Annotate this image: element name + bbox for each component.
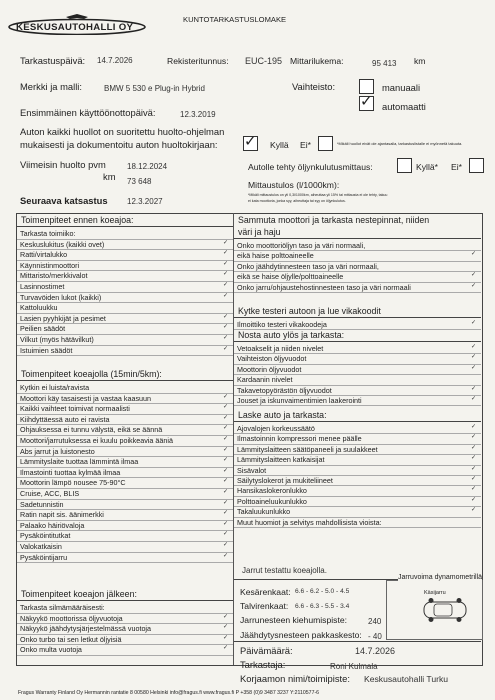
checklist-item: eikä se haise öljylle/polttoaineelle <box>237 272 344 282</box>
section-title: Toimenpiteet koeajolla (15min/5km): <box>21 369 162 379</box>
service-no-label: Ei* <box>300 140 311 150</box>
check-mark: ✓ <box>223 510 229 517</box>
oil-result-label: Mittaustulos (l/1000km): <box>248 180 340 190</box>
checklist-item: Pysäköintijarru <box>20 552 68 562</box>
km-label: km <box>103 171 116 182</box>
checklist-item: Käynnistinmoottori <box>20 260 80 270</box>
boil-label: Jarrunesteen kiehumispiste: <box>240 615 347 625</box>
boil-value: 240 <box>368 617 382 626</box>
check-mark: ✓ <box>471 496 477 503</box>
check-mark: ✓ <box>471 282 477 289</box>
section-title-underline <box>17 226 233 227</box>
manual-label: manuaali <box>382 82 421 93</box>
check-mark: ✓ <box>223 478 229 485</box>
checklist-item: Näkyykö jäähdytysjärjestelmässä vuotoja <box>20 624 152 634</box>
check-mark: ✓ <box>471 455 477 462</box>
check-mark: ✓ <box>223 239 229 246</box>
check-mark: ✓ <box>223 313 229 320</box>
oil-yes-label: Kyllä* <box>416 162 438 172</box>
check-mark: ✓ <box>223 613 229 620</box>
date-value: 14.7.2026 <box>355 646 396 656</box>
make-label: Merkki ja malli: <box>20 81 82 92</box>
checklist-item: Mittaristo/merkkivalot <box>20 271 88 281</box>
checklist-item: Cruise, ACC, BLIS <box>20 489 80 498</box>
service-note: *Mikäli huollot eivät ole ajantasalla, tarkastuslistalle ei myönnetä takuuta. <box>337 141 463 146</box>
checklist-item: Keskuslukitus (kaikki ovet) <box>20 239 105 249</box>
checklist-item: Onko turbo tai sen letkut öljyisiä <box>20 634 122 644</box>
check-mark: ✓ <box>471 385 477 392</box>
workshop-value: Keskusautohalli Turku <box>364 674 449 684</box>
row-divider <box>234 527 481 528</box>
checklist-item: Ilmastointi tuottaa kylmää ilmaa <box>20 467 121 477</box>
check-mark: ✓ <box>223 645 229 652</box>
service-text-2: mukaisesti ja dokumentoitu auton huoltokirjaan: <box>20 139 218 150</box>
check-mark: ✓ <box>223 282 229 288</box>
checklist-item: Polttoaineluukunlukko <box>237 496 307 506</box>
check-mark: ✓ <box>471 272 477 279</box>
check-mark: ✓ <box>223 404 229 411</box>
checklist-item: Kardaanin nivelet <box>237 375 293 385</box>
checklist-item: Tarkasta silmämääräisesti: <box>20 603 105 612</box>
section-title-line: väri ja haju <box>238 227 281 237</box>
row-divider <box>17 562 233 563</box>
inspector-value: Roni Kulmala <box>330 662 378 671</box>
last-service-km: 73 648 <box>127 177 152 186</box>
checklist-item: Takaluukunlukko <box>237 507 291 517</box>
check-mark: ✓ <box>471 434 477 441</box>
checklist-item: Vilkut (myös hätävilkut) <box>20 335 94 344</box>
footer-divider <box>234 641 481 642</box>
service-yes-check: ✓ <box>244 133 257 150</box>
check-mark: ✓ <box>223 446 229 453</box>
check-mark: ✓ <box>471 396 477 402</box>
checklist-item: Lämmityslaite tuottaa lämmintä ilmaa <box>20 457 139 467</box>
checklist-item: Moottorin öljyvuodot <box>237 364 302 374</box>
service-yes-label: Kyllä <box>270 140 289 150</box>
reg-label: Rekisteritunnus: <box>167 56 229 66</box>
logo-text: KESKUSAUTOHALLI OY <box>16 22 134 33</box>
date-label: Päivämäärä: <box>240 645 293 656</box>
checklist-item: Palaako häiriövaloja <box>20 520 85 530</box>
check-mark: ✓ <box>223 345 229 352</box>
checklist-item: Ohjauksessa ei tunnu välystä, eikä se äännä <box>20 425 163 435</box>
car-top-view-icon <box>418 597 472 623</box>
company-logo <box>8 13 146 35</box>
check-mark: ✓ <box>471 444 477 451</box>
checklist-item: Näkyykö moottorissa öljyvuotoja <box>20 613 123 623</box>
check-mark: ✓ <box>223 624 229 631</box>
summer-label: Kesärenkaat: <box>240 587 291 597</box>
checklist-item: Tarkasta toimiiko: <box>20 229 76 238</box>
checklist-item: Ilmoittiko testeri vikakoodeja <box>237 320 327 329</box>
checklist-item: Lämmityslaitteen katkaisijat <box>237 455 325 465</box>
check-mark: ✓ <box>223 393 229 400</box>
checklist-item: Sisävalot <box>237 465 267 475</box>
checklist-item: Muut huomiot ja selvitys mahdollisista vioista: <box>237 517 382 527</box>
footer-contact: Fragus Warranty Finland Oy Hermannin rantatie 8 00580 Helsinki info@fragus.fi www.fragus.fi P +358 (0)9 3487 3237 Y:2110577-6 <box>18 690 320 696</box>
check-mark: ✓ <box>223 335 229 341</box>
check-mark: ✓ <box>223 250 229 257</box>
row-divider <box>17 655 233 656</box>
row-divider <box>234 292 481 293</box>
checklist-item: Jouset ja iskunvaimentimien laakerointi <box>237 396 362 405</box>
checklist-item: Moottorin lämpö nousee 75-90°C <box>20 478 126 488</box>
checklist-item: Moottori käy tasaisesti ja vastaa kaasuun <box>20 393 152 403</box>
checklist-item: Pysäköintitutkat <box>20 531 71 541</box>
oil-test-label: Autolle tehty öljynkulutusmittaus: <box>248 162 373 172</box>
check-mark: ✓ <box>223 531 229 538</box>
winter-value: 6.6 - 6.3 - 5.5 - 3.4 <box>295 603 350 610</box>
check-mark: ✓ <box>471 251 477 258</box>
row-divider <box>17 355 233 356</box>
checklist-item: Kaikki vaihteet toimivat normaalisti <box>20 404 130 414</box>
section-title-underline <box>234 238 481 239</box>
checklist-item: Abs jarrut ja luistonesto <box>20 446 95 456</box>
checklist-item: Istuimien säädöt <box>20 345 73 355</box>
inspector-label: Tarkastaja: <box>240 659 286 670</box>
checklist-item: eikä haise polttoaineelle <box>237 251 314 261</box>
checklist-item: Kattoluukku <box>20 303 58 313</box>
oil-note-2: ei kata moottoria, jonka syy, aiheuttaja tai syy on öljynkulutus. <box>248 199 346 203</box>
remark-text: Jarrut testattu koeajolla. <box>242 566 327 575</box>
first-reg-value: 12.3.2019 <box>180 110 216 119</box>
check-mark: ✓ <box>223 489 229 495</box>
row-divider <box>234 405 481 406</box>
checklist-item: Säilytyslokerot ja mukiteliineet <box>237 476 333 485</box>
checklist-item: Vaihteiston öljyvuodot <box>237 354 307 364</box>
section-title: Laske auto ja tarkasta: <box>238 410 327 420</box>
form-title: KUNTOTARKASTUSLOMAKE <box>183 15 287 24</box>
service-no-checkbox[interactable] <box>318 136 333 151</box>
automatic-check-mark: ✓ <box>360 93 373 110</box>
checklist-item: Lasinnostimet <box>20 282 65 291</box>
check-mark: ✓ <box>471 507 477 514</box>
section-title-underline <box>17 380 233 381</box>
check-mark: ✓ <box>223 271 229 278</box>
checklist-item: Onko jäähdytinnesteen taso ja väri normaali, <box>237 261 379 271</box>
section-title: Toimenpiteet ennen koeajoa: <box>21 215 134 225</box>
check-mark: ✓ <box>223 467 229 474</box>
checklist-item: Moottori/jarrutuksessa ei kuulu poikkeavia ääniä <box>20 436 174 445</box>
mileage-value: 95 413 <box>372 59 397 68</box>
checklist-item: Onko jarru/ohjaustehostinnesteen taso ja väri normaali <box>237 282 411 292</box>
check-mark: ✓ <box>223 292 229 299</box>
check-mark: ✓ <box>223 634 229 641</box>
mileage-label: Mittarilukema: <box>290 56 344 66</box>
check-mark: ✓ <box>223 499 229 506</box>
check-mark: ✓ <box>223 414 229 421</box>
check-mark: ✓ <box>223 552 229 559</box>
last-service-label: Viimeisin huolto pvm <box>20 159 106 170</box>
checklist-item: Onko multa vuotoja <box>20 645 82 655</box>
check-mark: ✓ <box>223 425 229 432</box>
check-mark: ✓ <box>223 520 229 527</box>
automatic-label: automaatti <box>382 101 426 112</box>
gearbox-label: Vaihteisto: <box>292 81 336 92</box>
next-service-label: Seuraava katsastus <box>20 195 108 206</box>
hand-brake-label: Käsijarru <box>424 590 446 596</box>
checklist-item: Ilmastoinnin kompressori menee päälle <box>237 434 362 444</box>
section-title: Nosta auto ylös ja tarkasta: <box>238 330 345 340</box>
check-mark: ✓ <box>223 542 229 548</box>
oil-yes-checkbox[interactable] <box>397 158 412 173</box>
check-mark: ✓ <box>471 364 477 371</box>
check-mark: ✓ <box>471 465 477 472</box>
checklist-item: Vetoakselit ja niiden nivelet <box>237 344 324 353</box>
check-mark: ✓ <box>471 344 477 350</box>
freeze-value: - 40 <box>368 632 382 641</box>
checklist-item: Kiihdyttäessä auto ei ravista <box>20 414 110 424</box>
section-title: Kytke testeri autoon ja lue vikakoodit <box>238 306 381 316</box>
section-title-underline <box>234 421 481 422</box>
check-mark: ✓ <box>223 260 229 267</box>
check-mark: ✓ <box>223 457 229 464</box>
oil-no-checkbox[interactable] <box>469 158 484 173</box>
checklist-item: Ajovalojen korkeussäätö <box>237 424 315 433</box>
checklist-item: Turvavöiden lukot (kaikki) <box>20 292 102 302</box>
check-mark: ✓ <box>223 436 229 442</box>
last-service-date: 18.12.2024 <box>127 162 168 171</box>
check-mark: ✓ <box>471 486 477 493</box>
dyno-title: Jarruvoima dynamometrillä <box>398 574 483 581</box>
checklist-item: Lasien pyyhkijät ja pesimet <box>20 313 106 323</box>
section-title-underline <box>234 317 481 318</box>
checklist-item: Sadetunnistin <box>20 499 64 509</box>
winter-label: Talvirenkaat: <box>240 601 289 611</box>
make-value: BMW 5 530 e Plug-in Hybrid <box>104 84 205 93</box>
inspection-date-label: Tarkastuspäivä: <box>20 55 86 66</box>
checklist-item: Valokatkaisin <box>20 542 62 551</box>
check-mark: ✓ <box>471 354 477 361</box>
next-service-date: 12.3.2027 <box>127 197 163 206</box>
check-mark: ✓ <box>471 476 477 482</box>
reg-value: EUC-195 <box>245 56 283 66</box>
freeze-label: Jäähdytysnesteen pakkaskesto: <box>240 630 362 640</box>
section-title-underline <box>234 341 481 342</box>
workshop-label: Korjaamon nimi/toimipiste: <box>240 673 350 684</box>
check-mark: ✓ <box>471 424 477 430</box>
section-title-underline <box>17 600 233 601</box>
first-reg-label: Ensimmäinen käyttöönottopäivä: <box>20 107 156 118</box>
checklist-item: Onko moottoriöljyn taso ja väri normaali, <box>237 241 366 250</box>
checklist-item: Ratti/virtalukko <box>20 250 68 260</box>
checklist-item: Hansikaslokeronlukko <box>237 486 307 496</box>
inspection-date-value: 14.7.2026 <box>97 56 133 65</box>
checklist-item: Peilien säädöt <box>20 324 66 334</box>
check-mark: ✓ <box>471 320 477 326</box>
mileage-unit: km <box>414 56 426 66</box>
checklist-item: Kytkin ei luista/ravista <box>20 383 90 392</box>
checklist-item: Ratin napit sis. äänimerkki <box>20 510 104 520</box>
row-divider <box>234 465 481 466</box>
section-title: Toimenpiteet koeajon jälkeen: <box>21 589 137 599</box>
oil-no-label: Ei* <box>451 162 462 172</box>
checklist-item: Lämmityslaitteen säätöpaneeli ja suulakkeet <box>237 444 378 454</box>
summer-value: 6.6 - 6.2 - 5.0 - 4.5 <box>295 588 350 595</box>
oil-note-1: *Mikäli mittaustulos on yli 0,3l/1000km, aiheuttaa yli 15% tai mittausta ei ole tehty, takuu <box>248 193 388 197</box>
service-text-1: Auton kaikki huollot on suoritettu huolto-ohjelman <box>20 126 225 137</box>
checklist-item: Takavetopyörästön öljyvuodot <box>237 385 332 395</box>
check-mark: ✓ <box>223 324 229 331</box>
section-title-line: Sammuta moottori ja tarkasta nestepinnat, niiden <box>238 215 430 225</box>
